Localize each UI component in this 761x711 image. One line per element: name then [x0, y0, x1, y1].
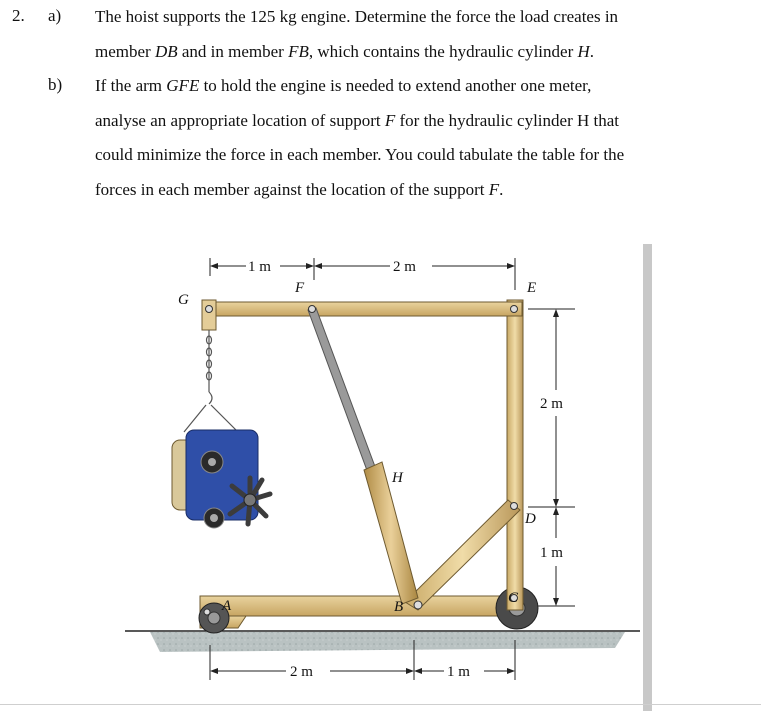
part-b-line-3: could minimize the force in each member. You could tabulate the table for the	[95, 145, 625, 164]
chain	[184, 330, 236, 432]
pin-g	[206, 306, 213, 313]
label-d: D	[525, 511, 536, 527]
dim-arrowhead	[406, 668, 414, 674]
dim-gf-label: 1 m	[248, 259, 271, 275]
pin-b	[414, 601, 422, 609]
pin-d	[511, 503, 518, 510]
engine	[172, 430, 270, 528]
top-arm	[202, 302, 522, 316]
dim-upper-vertical-label: 2 m	[540, 396, 563, 412]
label-a: A	[222, 598, 232, 614]
vertical-column	[507, 300, 523, 610]
label-b: B	[394, 599, 404, 615]
label-f: F	[295, 280, 305, 296]
part-a-line-1: The hoist supports the 125 kg engine. Determine the force the load creates in	[95, 7, 619, 26]
hydraulic-cylinder-fb	[308, 308, 418, 604]
right-dimensions	[528, 309, 575, 606]
dim-arrowhead	[507, 668, 515, 674]
label-c: C	[508, 590, 519, 606]
part-b-line-1: If the arm GFE to hold the engine is needed to extend another one meter,	[95, 76, 592, 95]
part-b-line-4: forces in each member against the location of the support F.	[95, 179, 504, 199]
ground	[125, 631, 640, 652]
label-e: E	[527, 280, 537, 296]
pin-a	[204, 609, 210, 615]
base-beam	[200, 596, 518, 628]
dim-lower-vertical-label: 1 m	[540, 545, 563, 561]
part-a-label: a)	[48, 6, 62, 25]
pin-e	[511, 306, 518, 313]
part-b-line-2: analyse an appropriate location of support F for the hydraulic cylinder H that	[95, 110, 620, 130]
dim-arrowhead	[306, 263, 314, 269]
pin-f	[309, 306, 316, 313]
dim-arrowhead	[553, 507, 559, 515]
dim-ab-label: 2 m	[290, 664, 313, 680]
dim-bc-label: 1 m	[447, 664, 470, 680]
question-number: 2.	[12, 6, 25, 25]
dim-arrowhead	[553, 499, 559, 507]
part-b-label: b)	[48, 75, 63, 94]
part-a-line-2: member DB and in member FB, which contains the hydraulic cylinder H.	[95, 41, 595, 61]
label-h: H	[392, 470, 403, 486]
dim-arrowhead	[210, 668, 218, 674]
dim-arrowhead	[414, 668, 422, 674]
dim-arrowhead	[507, 263, 515, 269]
dim-fe-label: 2 m	[393, 259, 416, 275]
dim-arrowhead	[210, 263, 218, 269]
arm-end-g	[202, 300, 216, 330]
dim-arrowhead	[553, 598, 559, 606]
label-g: G	[178, 292, 189, 308]
dim-arrowhead	[314, 263, 322, 269]
dim-arrowhead	[553, 309, 559, 317]
